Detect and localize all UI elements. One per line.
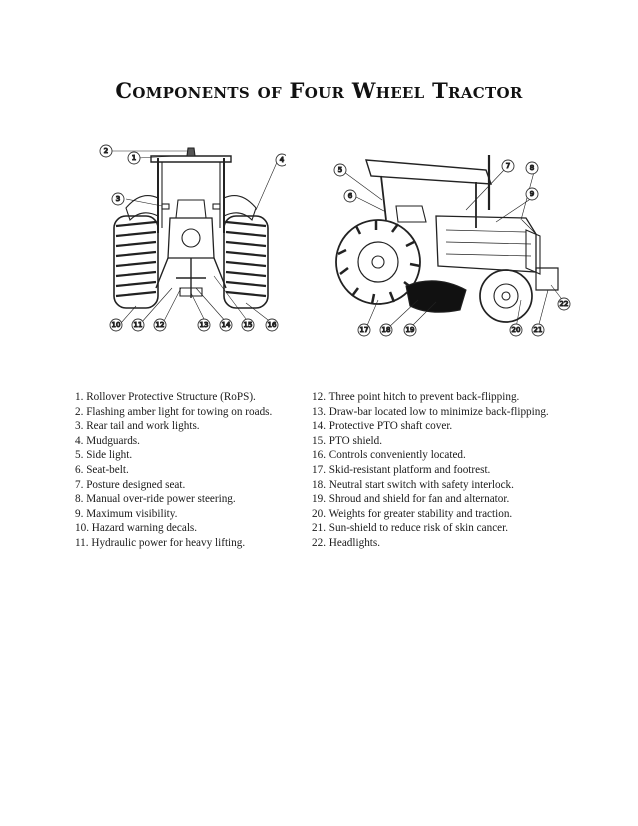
callout-label: 1	[131, 154, 137, 162]
list-item: 20. Weights for greater stability and traction.	[312, 507, 513, 520]
callout-label: 13	[199, 321, 209, 329]
list-item: 12. Three point hitch to prevent back-flipping.	[312, 391, 520, 403]
list-item: 3. Rear tail and work lights.	[75, 420, 200, 433]
callout-label: 19	[405, 326, 415, 334]
list-item: 21. Sun-shield to reduce risk of skin cancer.	[312, 522, 509, 535]
list-item: 22. Headlights.	[312, 536, 381, 549]
tractor-rear-view-illustration	[96, 138, 286, 338]
list-item: 9. Maximum visibility.	[75, 507, 178, 520]
list-item: 15. PTO shield.	[312, 434, 383, 447]
list-item: 8. Manual over-ride power steering.	[75, 493, 236, 506]
callout-label: 22	[559, 300, 569, 308]
list-item: 14. Protective PTO shaft cover.	[312, 420, 453, 433]
callout-label: 3	[115, 195, 121, 203]
rear-callouts	[100, 145, 286, 331]
list-item: 10. Hazard warning decals.	[75, 522, 198, 535]
components-list-left	[75, 390, 310, 551]
list-item: 7. Posture designed seat.	[75, 478, 186, 491]
callout-label: 8	[529, 164, 535, 172]
callout-label: 20	[511, 326, 521, 334]
callout-label: 18	[381, 326, 391, 334]
callout-label: 14	[221, 321, 231, 329]
list-item: 18. Neutral start switch with safety interlock.	[312, 478, 514, 491]
callout-label: 5	[337, 166, 343, 174]
list-item: 16. Controls conveniently located.	[312, 449, 466, 462]
callout-label: 4	[279, 156, 285, 164]
callout-label: 21	[533, 326, 543, 334]
callout-label: 17	[359, 326, 369, 334]
list-item: 19. Shroud and shield for fan and alternator.	[312, 493, 510, 506]
callout-label: 6	[347, 192, 353, 200]
callout-label: 11	[133, 321, 143, 329]
list-item: 1. Rollover Protective Structure (RoPS).	[75, 391, 256, 403]
list-item: 13. Draw-bar located low to minimize back-flipping.	[312, 405, 549, 418]
components-list-right	[312, 390, 592, 551]
list-item: 5. Side light.	[75, 449, 133, 462]
page-title: Components of Four Wheel Tractor	[115, 78, 523, 103]
list-item: 4. Mudguards.	[75, 434, 140, 447]
callout-label: 10	[111, 321, 121, 329]
callout-label: 16	[267, 321, 277, 329]
list-item: 17. Skid-resistant platform and footrest.	[312, 463, 491, 476]
list-item: 11. Hydraulic power for heavy lifting.	[75, 536, 246, 549]
callout-label: 9	[529, 190, 535, 198]
list-item: 2. Flashing amber light for towing on roads.	[75, 405, 273, 418]
list-item: 6. Seat-belt.	[75, 463, 129, 476]
callout-label: 15	[243, 321, 253, 329]
tractor-side-view-illustration	[326, 150, 576, 340]
callout-label: 12	[155, 321, 165, 329]
callout-label: 7	[505, 162, 511, 170]
callout-label: 2	[103, 147, 109, 155]
